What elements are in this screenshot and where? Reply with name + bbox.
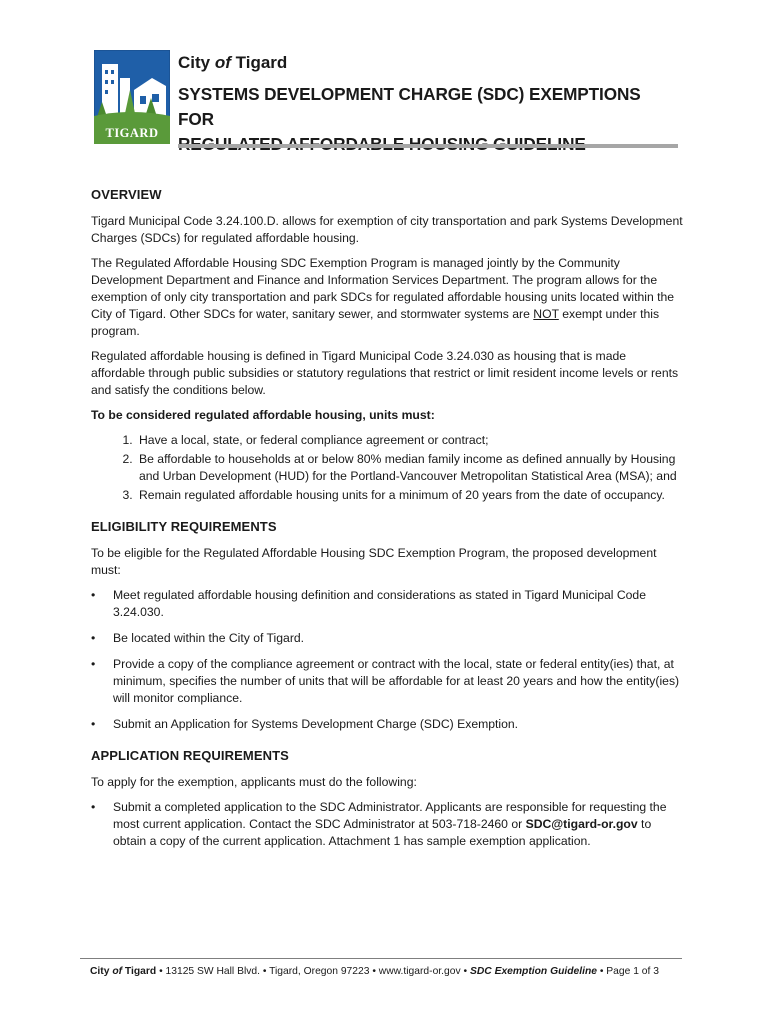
criteria-item: 2. Be affordable to households at or below 80% median family income as defined annually by Housing and Urban Development (HUD) for the Portland-Vancouver Metropolitan Statistical Area (MSA); and — [136, 451, 683, 485]
criteria-item: 3. Remain regulated affordable housing units for a minimum of 20 years from the date of occupancy. — [136, 487, 683, 504]
city-name — [178, 52, 678, 74]
footer-city-post: Tigard — [124, 966, 157, 977]
eligibility-item: • Be located within the City of Tigard. — [91, 630, 683, 647]
eligibility-item: • Submit an Application for Systems Development Charge (SDC) Exemption. — [91, 716, 683, 733]
page-footer — [90, 965, 690, 979]
application-section — [91, 747, 683, 850]
eligibility-section — [91, 518, 683, 733]
overview-paragraph-2 — [91, 255, 683, 340]
city-name-pre: City — [178, 53, 211, 72]
eligibility-list — [91, 587, 683, 733]
overview-section — [91, 186, 683, 504]
application-item-text: Submit a completed application to the SDC Administrator. Applicants are responsible for requesting the most current application. Contact the SDC Administrator at 503-718-2460 or — [113, 800, 667, 831]
overview-paragraph-1: Tigard Municipal Code 3.24.100.D. allows for exemption of city transportation and park Systems Development Charges (SDCs) for regulated affordable housing. — [91, 214, 683, 245]
city-name-of: of — [214, 53, 231, 72]
application-item — [91, 799, 683, 850]
criteria-list — [91, 432, 683, 504]
overview-heading: OVERVIEW — [91, 187, 162, 202]
tigard-logo-graphic — [94, 50, 170, 144]
application-heading: APPLICATION REQUIREMENTS — [91, 748, 289, 763]
city-name-post: Tigard — [235, 53, 288, 72]
overview-paragraph-3: Regulated affordable housing is defined in Tigard Municipal Code 3.24.030 as housing that is made affordable through public subsidies or statutory regulations that restrict or limit resident income levels or rents and satisfy the conditions below. — [91, 349, 679, 397]
document-body — [91, 186, 683, 859]
not-emphasis: NOT — [533, 307, 559, 321]
application-intro: To apply for the exemption, applicants must do the following: — [91, 775, 417, 789]
tigard-logo — [94, 50, 170, 144]
overview-p2-text-end: exempt under this program. — [91, 307, 660, 338]
footer-city-pre: City — [90, 966, 110, 977]
logo-text: TIGARD — [105, 126, 159, 140]
eligibility-item: • Provide a copy of the compliance agreement or contract with the local, state or federal entity(ies) that, at minimum, specifies the number of units that will be affordable for at least 20 years and how the entity(ies) will monitor compliance. — [91, 656, 683, 707]
criteria-item: 1. Have a local, state, or federal compliance agreement or contract; — [136, 432, 683, 449]
criteria-heading: To be considered regulated affordable housing, units must: — [91, 408, 435, 422]
overview-p2-text: The Regulated Affordable Housing SDC Exemption Program is managed jointly by the Community Development Department and Finance and Information Services Department. The program allows for the exemption of only city transportation and park SDCs for regulated affordable housing units located within the City of Tigard. Other SDCs for water, sanitary sewer, and stormwater systems are — [91, 256, 675, 321]
footer-address: • 13125 SW Hall Blvd. • Tigard, Oregon 97223 • www.tigard-or.gov • — [156, 966, 470, 977]
footer-city-of: of — [112, 966, 123, 977]
application-list — [91, 799, 683, 850]
footer-guideline-name: SDC Exemption Guideline — [469, 966, 597, 977]
eligibility-item: • Meet regulated affordable housing definition and considerations as stated in Tigard Municipal Code 3.24.030. — [91, 587, 683, 621]
eligibility-intro: To be eligible for the Regulated Affordable Housing SDC Exemption Program, the proposed development must: — [91, 546, 657, 577]
footer-divider — [80, 958, 682, 959]
sdc-email[interactable]: SDC@tigard-or.gov — [525, 817, 638, 831]
footer-page-number: • Page 1 of 3 — [596, 966, 659, 977]
title-line-1: SYSTEMS DEVELOPMENT CHARGE (SDC) EXEMPTIONS FOR — [178, 84, 641, 129]
document-header — [178, 50, 678, 157]
application-item-text-end: to obtain a copy of the current application. Attachment 1 has sample exemption application. — [113, 817, 652, 848]
title-divider — [178, 144, 678, 148]
eligibility-heading: ELIGIBILITY REQUIREMENTS — [91, 519, 277, 534]
